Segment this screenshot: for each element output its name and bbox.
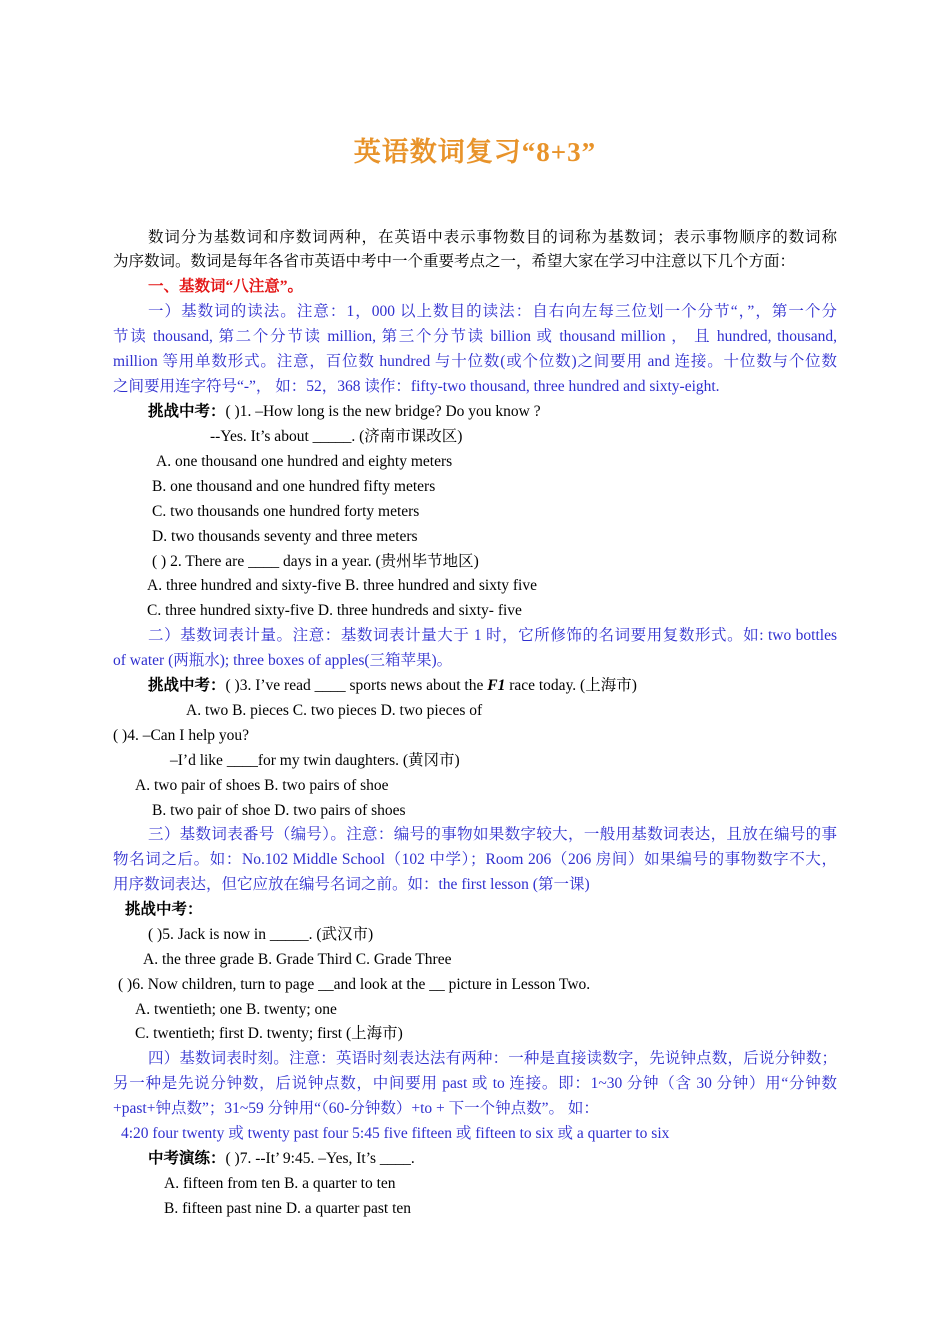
question-6-stem: ( )6. Now children, turn to page __and look at the __ picture in Lesson Two. xyxy=(118,976,591,993)
point4-line-1: 四）基数词表时刻。注意：英语时刻表达法有两种：一种是直接读数字，先说钟点数，后说分钟数； xyxy=(148,1050,837,1067)
point4-line-2: 另一种是先说分钟数，后说钟点数，中间要用 past 或 to 连接。即：1~30 分钟（含 30 分钟）用“分钟数 xyxy=(113,1075,837,1092)
question-4-stem-2: –I’d like ____for my twin daughters. (黄冈市) xyxy=(170,752,460,769)
challenge-label: 挑战中考： xyxy=(148,677,226,694)
question-6-options-ab: A. twentieth; one B. twenty; one xyxy=(135,1001,337,1018)
point1-line-1: 一）基数词的读法。注意：1，000 以上数目的读法：自右向左每三位划一个分节“，”，第一个分 xyxy=(148,303,837,320)
point1-line-3: million 等用单数形式。注意，百位数 hundred 与十位数(或个位数)之间要用 and 连接。十位数与个位数 xyxy=(113,353,837,370)
point1-line-4: 之间要用连字符号“-”， 如：52，368 读作：fifty-two thousand, three hundred and sixty-eight. xyxy=(113,378,720,395)
question-1 xyxy=(148,399,541,424)
question-4-options-ab: A. two pair of shoes B. two pairs of shoe xyxy=(135,777,389,794)
question-2-stem: ( ) 2. There are ____ days in a year. (贵州毕节地区) xyxy=(152,553,479,570)
question-7 xyxy=(148,1146,415,1171)
question-1-option-a: A. one thousand one hundred and eighty meters xyxy=(156,453,453,470)
question-2-options-ab: A. three hundred and sixty-five B. three hundred and sixty five xyxy=(147,577,537,594)
question-1-option-d: D. two thousands seventy and three meters xyxy=(152,528,418,545)
question-3-f1: F1 xyxy=(487,677,506,694)
challenge-label: 挑战中考： xyxy=(125,901,203,918)
point3-line-2: 物名词之后。如：No.102 Middle School（102 中学）；Room 206（206 房间）如果编号的事物数字不大， xyxy=(113,851,837,868)
question-4-options-cd: B. two pair of shoe D. two pairs of shoes xyxy=(152,802,406,819)
section-heading: 一、基数词“八注意”。 xyxy=(148,278,304,295)
question-3-stem-pre: ( )3. I’ve read ____ sports news about the xyxy=(225,677,488,694)
question-6-options-cd: C. twentieth; first D. twenty; first (上海市) xyxy=(135,1025,403,1042)
point3-line-3: 用序数词表达，但它应放在编号名词之前。如：the first lesson (第一课) xyxy=(113,876,590,893)
document-title: 英语数词复习“8+3” xyxy=(353,137,597,167)
question-3-stem-post: race today. (上海市) xyxy=(505,677,637,694)
practice-label: 中考演练： xyxy=(148,1150,226,1167)
point3-line-1: 三）基数词表番号（编号）。注意：编号的事物如果数字较大，一般用基数词表达，且放在编号的事 xyxy=(148,826,837,843)
challenge-label: 挑战中考： xyxy=(148,403,226,420)
question-7-options-cd: B. fifteen past nine D. a quarter past ten xyxy=(164,1200,412,1217)
question-1-option-c: C. two thousands one hundred forty meters xyxy=(152,503,420,520)
question-3 xyxy=(148,673,637,698)
intro-line-2: 为序数词。数词是每年各省市英语中考中一个重要考点之一，希望大家在学习中注意以下几个方面： xyxy=(113,253,796,270)
question-1-stem-2: --Yes. It’s about _____. (济南市课改区) xyxy=(210,428,463,445)
question-7-stem: ( )7. --It’ 9:45. –Yes, It’s ____. xyxy=(225,1150,415,1167)
question-5-stem: ( )5. Jack is now in _____. (武汉市) xyxy=(148,926,374,943)
question-1-stem: ( )1. –How long is the new bridge? Do you know ? xyxy=(225,403,541,420)
question-3-options: A. two B. pieces C. two pieces D. two pieces of xyxy=(186,702,483,719)
intro-line-1: 数词分为基数词和序数词两种，在英语中表示事物数目的词称为基数词；表示事物顺序的数词称 xyxy=(148,229,837,246)
question-2-options-cd: C. three hundred sixty-five D. three hundreds and sixty- five xyxy=(147,602,522,619)
point2-line-1: 二）基数词表计量。注意：基数词表计量大于 1 时，它所修饰的名词要用复数形式。如: two bottles xyxy=(148,627,837,644)
point4-line-4: 4:20 four twenty 或 twenty past four 5:45 five fifteen 或 fifteen to six 或 a quarter to six xyxy=(121,1125,670,1142)
question-5-options: A. the three grade B. Grade Third C. Grade Three xyxy=(143,951,452,968)
point1-line-2: 节读 thousand, 第二个分节读 million, 第三个分节读 billion 或 thousand million ， 且 hundred, thousand, xyxy=(113,328,837,345)
point2-line-2: of water (两瓶水); three boxes of apples(三箱苹果)。 xyxy=(113,652,453,669)
question-4-stem: ( )4. –Can I help you? xyxy=(113,727,250,744)
question-1-option-b: B. one thousand and one hundred fifty meters xyxy=(152,478,436,495)
question-7-options-ab: A. fifteen from ten B. a quarter to ten xyxy=(164,1175,396,1192)
point4-line-3: +past+钟点数”；31~59 分钟用“（60-分钟数）+to + 下一个钟点数”。 如： xyxy=(113,1100,599,1117)
